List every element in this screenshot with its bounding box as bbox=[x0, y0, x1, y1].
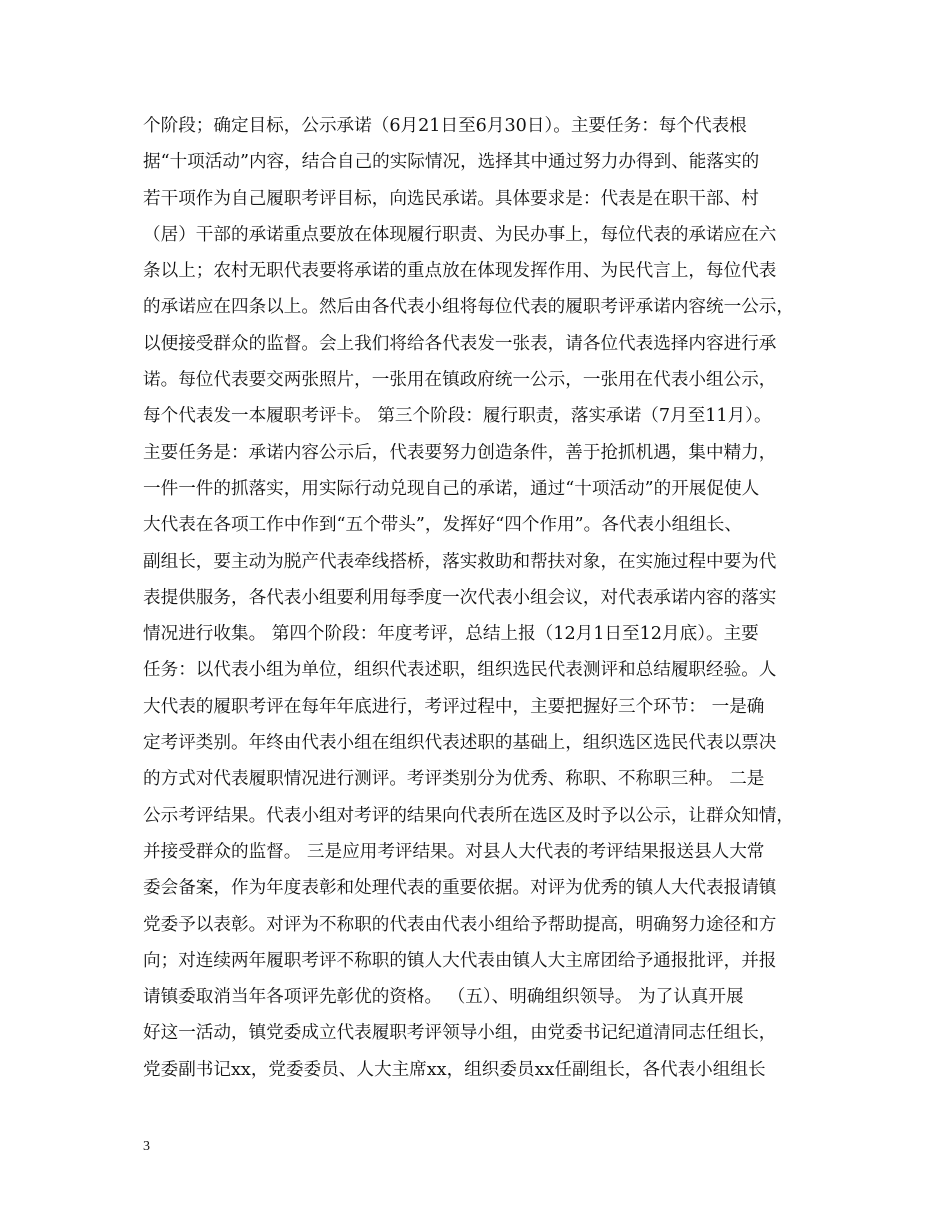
text-line: 的承诺应在四条以上。然后由各代表小组将每位代表的履职考评承诺内容统一公示， bbox=[143, 297, 794, 318]
text-line: 以便接受群众的监督。会上我们将给各代表发一张表，请各位代表选择内容进行承 bbox=[143, 333, 777, 354]
text-line: 请镇委取消当年各项评先彰优的资格。 （五）、明确组织领导。 为了认真开展 bbox=[143, 987, 744, 1008]
text-line: 每个代表发一本履职考评卡。 第三个阶段：履行职责，落实承诺（7月至11月）。 bbox=[143, 406, 772, 427]
page-number: 3 bbox=[143, 1139, 150, 1154]
text-line: 定考评类别。年终由代表小组在组织代表述职的基础上，组织选区选民代表以票决 bbox=[143, 733, 777, 754]
text-line: 任务：以代表小组为单位，组织代表述职，组织选民代表测评和总结履职经验。人 bbox=[143, 660, 777, 681]
text-line: 并接受群众的监督。 三是应用考评结果。对县人大代表的考评结果报送县人大常 bbox=[143, 841, 765, 862]
text-line: 大代表在各项工作中作到“五个带头”，发挥好“四个作用”。各代表小组组长、 bbox=[143, 515, 742, 536]
text-line: 主要任务是：承诺内容公示后，代表要努力创造条件，善于抢抓机遇，集中精力， bbox=[143, 442, 777, 463]
text-line: 一件一件的抓落实，用实际行动兑现自己的承诺，通过“十项活动”的开展促使人 bbox=[143, 478, 760, 499]
text-line: 好这一活动，镇党委成立代表履职考评领导小组，由党委书记纪道清同志任组长， bbox=[143, 1023, 777, 1044]
text-line: 若干项作为自己履职考评目标，向选民承诺。具体要求是：代表是在职干部、村 bbox=[143, 188, 759, 209]
text-line: 委会备案，作为年度表彰和处理代表的重要依据。对评为优秀的镇人大代表报请镇 bbox=[143, 878, 777, 899]
text-line: 公示考评结果。代表小组对考评的结果向代表所在选区及时予以公示，让群众知情， bbox=[143, 805, 794, 826]
text-line: 个阶段；确定目标，公示承诺（6月21日至6月30日）。主要任务：每个代表根 bbox=[143, 116, 747, 136]
text-line: 诺。每位代表要交两张照片，一张用在镇政府统一公示，一张用在代表小组公示， bbox=[143, 370, 777, 391]
text-line: （居）干部的承诺重点要放在体现履行职责、为民办事上，每位代表的承诺应在六 bbox=[143, 224, 777, 245]
text-line: 表提供服务，各代表小组要利用每季度一次代表小组会议，对代表承诺内容的落实 bbox=[143, 587, 777, 608]
text-line: 党委副书记xx，党委委员、人大主席xx，组织委员xx任副组长，各代表小组组长 bbox=[143, 1059, 766, 1080]
text-line: 条以上；农村无职代表要将承诺的重点放在体现发挥作用、为民代言上，每位代表 bbox=[143, 261, 777, 282]
text-line: 向；对连续两年履职考评不称职的镇人大代表由镇人大主席团给予通报批评，并报 bbox=[143, 950, 777, 971]
text-line: 情况进行收集。 第四个阶段：年度考评，总结上报（12月1日至12月底）。主要 bbox=[143, 624, 759, 645]
text-line: 党委予以表彰。对评为不称职的代表由代表小组给予帮助提高，明确努力途径和方 bbox=[143, 914, 777, 935]
text-line: 的方式对代表履职情况进行测评。考评类别分为优秀、称职、不称职三种。 二是 bbox=[143, 769, 765, 790]
text-line: 副组长，要主动为脱产代表牵线搭桥，落实救助和帮扶对象，在实施过程中要为代 bbox=[143, 551, 777, 572]
body-text bbox=[143, 108, 833, 1088]
text-line: 大代表的履职考评在每年年底进行，考评过程中，主要把握好三个环节： 一是确 bbox=[143, 696, 765, 717]
text-line: 据“十项活动”内容，结合自己的实际情况，选择其中通过努力办得到、能落实的 bbox=[143, 152, 760, 173]
